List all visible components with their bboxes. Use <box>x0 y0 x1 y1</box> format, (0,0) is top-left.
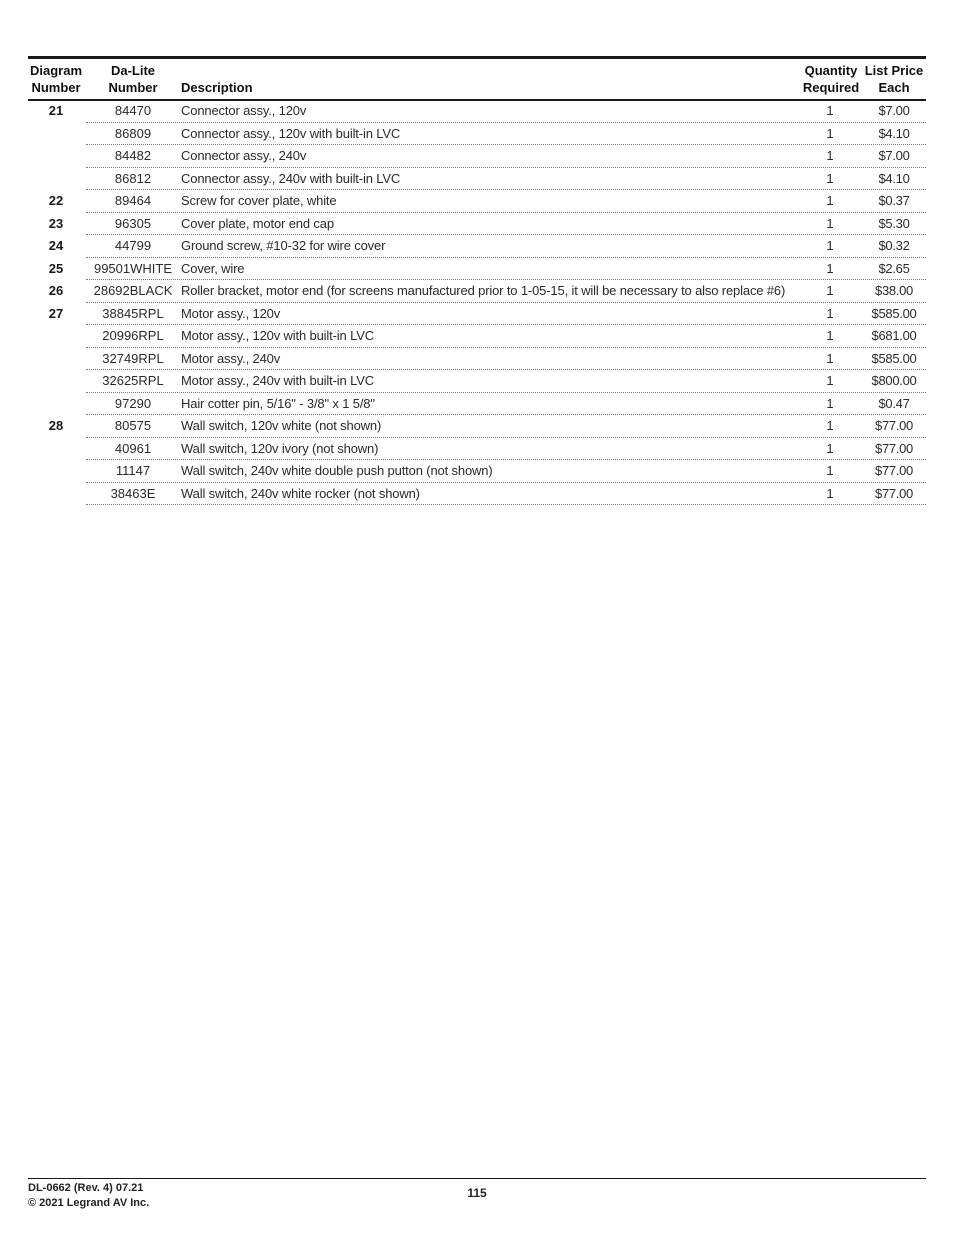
dalite-number-cell: 44799 <box>114 238 152 253</box>
price-cell: $4.10 <box>878 125 910 141</box>
table-row <box>0 145 954 168</box>
dalite-number-cell: 89464 <box>114 193 152 208</box>
dalite-number-cell: 86809 <box>114 125 152 141</box>
table-row <box>0 303 954 326</box>
dalite-number-cell: 20996RPL <box>102 328 164 343</box>
quantity-cell: 1 <box>826 125 834 141</box>
description-cell: Cover, wire <box>181 260 245 276</box>
price-cell: $77.00 <box>875 463 913 478</box>
dalite-number-cell: 86812 <box>114 170 152 186</box>
description-cell: Motor assy., 240v <box>181 350 281 366</box>
quantity-cell: 1 <box>826 260 834 276</box>
price-cell: $77.00 <box>875 418 913 433</box>
dalite-number-cell: 32625RPL <box>102 373 164 388</box>
header-quantity-required: Quantity Required <box>802 63 860 95</box>
table-row <box>0 123 954 146</box>
diagram-number-cell: 27 <box>48 305 64 321</box>
description-cell: Wall switch, 240v white double push putton (not shown) <box>181 463 493 478</box>
table-row <box>0 438 954 461</box>
price-cell: $77.00 <box>875 485 913 501</box>
header-list-price-each: List Price Each <box>864 63 924 95</box>
quantity-cell: 1 <box>826 440 834 456</box>
doc-code: DL-0662 (Rev. 4) 07.21 <box>28 1182 144 1194</box>
diagram-number-cell: 22 <box>48 193 64 208</box>
table-row <box>0 100 954 123</box>
price-cell: $7.00 <box>878 103 910 118</box>
description-cell: Roller bracket, motor end (for screens manufactured prior to 1-05-15, it will be necessary to also replace #6) <box>181 283 786 298</box>
diagram-number-cell: 26 <box>48 283 64 298</box>
header-description: Description <box>181 80 253 95</box>
dalite-number-cell: 32749RPL <box>102 350 164 366</box>
quantity-cell: 1 <box>826 373 834 388</box>
dalite-number-cell: 38845RPL <box>102 305 164 321</box>
diagram-number-cell: 28 <box>48 418 64 433</box>
description-cell: Motor assy., 240v with built-in LVC <box>181 373 374 388</box>
quantity-cell: 1 <box>826 193 834 208</box>
description-cell: Connector assy., 240v <box>181 148 307 163</box>
dalite-number-cell: 11147 <box>115 463 151 478</box>
description-cell: Wall switch, 120v ivory (not shown) <box>181 440 379 456</box>
dalite-number-cell: 38463E <box>110 485 156 501</box>
dalite-number-cell: 28692BLACK <box>93 283 173 298</box>
diagram-number-cell: 23 <box>48 215 64 231</box>
price-cell: $7.00 <box>878 148 910 163</box>
description-cell: Connector assy., 120v with built-in LVC <box>181 125 401 141</box>
price-cell: $0.47 <box>878 395 910 411</box>
quantity-cell: 1 <box>826 103 834 118</box>
price-cell: $4.10 <box>878 170 910 186</box>
price-cell: $0.37 <box>878 193 910 208</box>
footer-rule <box>28 1178 926 1179</box>
price-cell: $0.32 <box>878 238 910 253</box>
table-row <box>0 483 954 506</box>
diagram-number-cell: 24 <box>48 238 64 253</box>
price-cell: $585.00 <box>871 305 917 321</box>
diagram-number-cell: 21 <box>48 103 64 118</box>
description-cell: Wall switch, 240v white rocker (not shown) <box>181 485 420 501</box>
table-row <box>0 393 954 416</box>
quantity-cell: 1 <box>826 238 834 253</box>
table-top-rule <box>28 56 926 59</box>
diagram-number-cell: 25 <box>48 260 64 276</box>
table-row <box>0 213 954 236</box>
quantity-cell: 1 <box>826 350 834 366</box>
table-row <box>0 258 954 281</box>
dalite-number-cell: 99501WHITE <box>93 260 173 276</box>
price-cell: $800.00 <box>871 373 917 388</box>
quantity-cell: 1 <box>826 148 834 163</box>
page-number: 115 <box>467 1186 487 1200</box>
description-cell: Connector assy., 120v <box>181 103 307 118</box>
quantity-cell: 1 <box>826 485 834 501</box>
table-row <box>0 460 954 483</box>
header-diagram-number: Diagram Number <box>29 63 83 95</box>
description-cell: Motor assy., 120v <box>181 305 281 321</box>
price-cell: $38.00 <box>875 283 913 298</box>
price-cell: $5.30 <box>878 215 910 231</box>
table-row <box>0 168 954 191</box>
description-cell: Ground screw, #10-32 for wire cover <box>181 238 386 253</box>
quantity-cell: 1 <box>826 283 834 298</box>
table-row <box>0 325 954 348</box>
description-cell: Motor assy., 120v with built-in LVC <box>181 328 374 343</box>
description-cell: Wall switch, 120v white (not shown) <box>181 418 382 433</box>
dalite-number-cell: 84482 <box>114 148 152 163</box>
description-cell: Screw for cover plate, white <box>181 193 337 208</box>
quantity-cell: 1 <box>826 170 834 186</box>
table-row <box>0 370 954 393</box>
table-row <box>0 235 954 258</box>
header-dalite-number: Da-Lite Number <box>108 63 158 95</box>
table-row <box>0 280 954 303</box>
quantity-cell: 1 <box>826 305 834 321</box>
description-cell: Hair cotter pin, 5/16" - 3/8" x 1 5/8" <box>181 395 375 411</box>
price-cell: $77.00 <box>875 440 913 456</box>
description-cell: Connector assy., 240v with built-in LVC <box>181 170 401 186</box>
dalite-number-cell: 97290 <box>114 395 152 411</box>
price-cell: $2.65 <box>878 260 910 276</box>
copyright: © 2021 Legrand AV Inc. <box>28 1197 150 1209</box>
quantity-cell: 1 <box>826 328 834 343</box>
parts-table <box>0 100 954 505</box>
table-row <box>0 415 954 438</box>
quantity-cell: 1 <box>826 215 834 231</box>
dalite-number-cell: 40961 <box>114 440 152 456</box>
row-divider <box>86 504 926 505</box>
description-cell: Cover plate, motor end cap <box>181 215 334 231</box>
dalite-number-cell: 96305 <box>114 215 152 231</box>
dalite-number-cell: 84470 <box>114 103 152 118</box>
price-cell: $585.00 <box>871 350 917 366</box>
table-row <box>0 348 954 371</box>
quantity-cell: 1 <box>826 395 834 411</box>
footer-doc-info <box>28 1181 149 1211</box>
dalite-number-cell: 80575 <box>114 418 152 433</box>
quantity-cell: 1 <box>826 463 834 478</box>
quantity-cell: 1 <box>826 418 834 433</box>
table-row <box>0 190 954 213</box>
price-cell: $681.00 <box>871 328 917 343</box>
